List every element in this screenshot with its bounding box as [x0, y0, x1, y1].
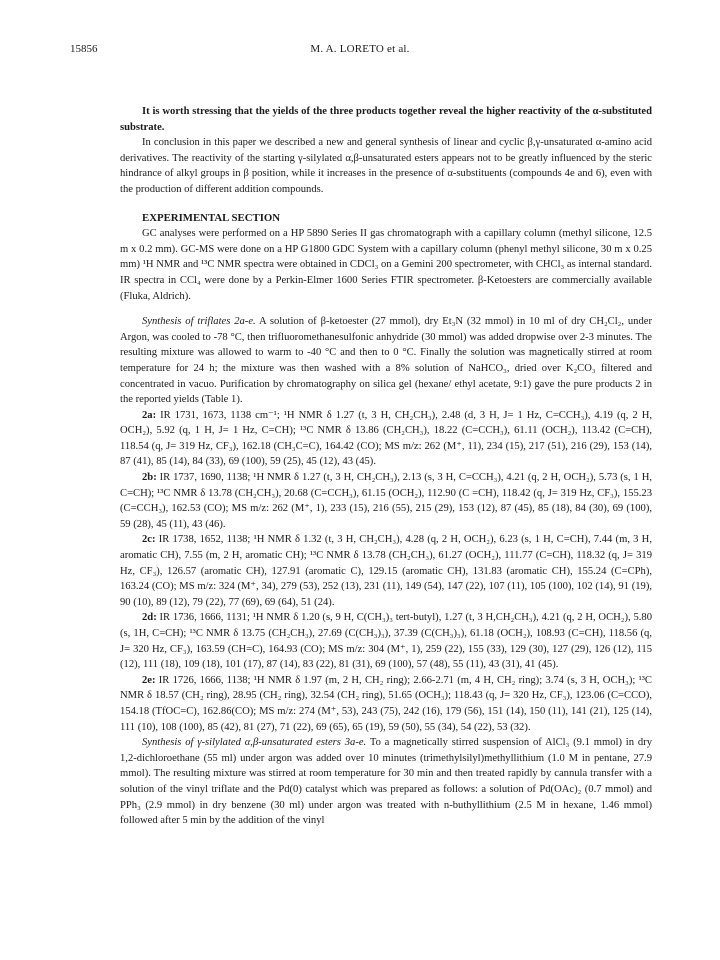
running-author: M. A. LORETO et al.: [310, 43, 410, 55]
compound-label: 2c:: [142, 534, 156, 546]
compound-paragraph-2c: [120, 532, 652, 610]
compound-label: 2e:: [142, 674, 156, 686]
compound-data: IR 1731, 1673, 1138 cm⁻¹; ¹H NMR δ 1.27 (t, 3 H, CH₂CH₃), 2.48 (d, 3 H, J= 1 Hz, C=CCH₃), 4.19 (q, 2 H, OCH₂), 5.92 (q, 1 H, J= 1 Hz, C=CH); ¹³C NMR δ 13.86 (CH₂CH₃), 18.22 (C=CCH₃), 61.11 (OCH₂), 113.42 (C=CH), 118.54 (q, J= 319 Hz, CF₃), 162.18 (CH₃C=C), 164.42 (CO); MS m/z: 262 (M⁺, 11), 234 (15), 217 (51), 216 (29), 153 (14), 87 (41), 85 (14), 84 (33), 69 (100), 59 (25), 45 (12), 43 (45).: [120, 409, 652, 468]
running-header: [70, 42, 628, 58]
compound-paragraph-2e: [120, 673, 652, 735]
triflates-heading: Synthesis of triflates 2a-e.: [142, 316, 256, 328]
intro-paragraph-1: It is worth stressing that the yields of the three products together reveal the higher reactivity of the α-substituted substrate.: [120, 106, 652, 133]
page-number: 15856: [70, 43, 98, 55]
compound-data: IR 1738, 1652, 1138; ¹H NMR δ 1.32 (t, 3 H, CH₂CH₃), 4.28 (q, 2 H, OCH₂), 6.23 (s, 1 H, C=CH), 7.44 (m, 3 H, aromatic CH), 7.55 (m, 2 H, aromatic CH); ¹³C NMR δ 13.78 (CH₂CH₃), 61.27 (OCH₂), 111.77 (C=CH), 118.32 (q, J= 319 Hz, CF₃), 126.57 (aromatic CH), 127.91 (aromatic C), 129.15 (aromatic CH), 131.83 (aromatic CH), 155.24 (C=CPh), 163.24 (CO); MS m/z: 324 (M⁺, 34), 279 (53), 252 (13), 231 (11), 149 (54), 147 (22), 107 (11), 105 (100), 102 (14), 91 (19), 90 (10), 89 (12), 79 (22), 77 (69), 69 (64), 51 (24).: [120, 534, 652, 608]
compound-paragraph-2d: [120, 610, 652, 672]
experimental-paragraph: GC analyses were performed on a HP 5890 Series II gas chromatograph with a capillary column (methyl silicone, 12.5 m x 0.2 mm). GC-MS were done on a HP G1800 GDC System with a capillary column (phenyl methyl silicone, 30 m x 0.25 mm) ¹H NMR and ¹³C NMR spectra were obtained in CDCl₃ on a Gemini 200 spectrometer, with CHCl₃ as internal standard. IR spectra in CCl₄ were done by a Perkin-Elmer 1600 Series FTIR spectrometer. β-Ketoesters are commercially available (Fluka, Aldrich).: [120, 228, 652, 302]
compound-label: 2b:: [142, 472, 157, 484]
silylated-text: To a magnetically stirred suspension of AlCl₃ (9.1 mmol) in dry 1,2-dichloroethane (55 ml) under argon was added over 10 minutes (trimethylsilyl)methyllithium (1.0 M in pentane, 27.9 mmol). The resulting mixture was stirred at room temperature for 30 min and then treated rapidly by cannula transfer with a solution of the vinyl triflate and the Pd(0) catalyst which was prepared as follows: a solution of Pd(OAc)₂ (0.7 mmol) and PPh₃ (2.9 mmol) in dry benzene (30 ml) under argon was treated with n-buthyllithium (2.5 M in hexane, 1.46 mmol) followed after 5 min by the addition of the vinyl: [120, 737, 652, 827]
compound-paragraph-2b: [120, 470, 652, 532]
intro-paragraph-2: In conclusion in this paper we described a new and general synthesis of linear and cyclic β,γ-unsaturated α-amino acid derivatives. The reactivity of the starting γ-silylated α,β-unsaturated esters appears not to be greatly influenced by the steric hindrance of alkyl groups in β position, while it increases in the presence of α-substituents (compounds 4e and 6), even with the production of different addition compounds.: [120, 137, 652, 195]
triflates-text: A solution of β-ketoester (27 mmol), dry Et₃N (32 mmol) in 10 ml of dry CH₂Cl₂, under Argon, was cooled to -78 °C, then trifluoromethanesulfonic anhydride (30 mmol) was added dropwise over 2-3 minutes. The resulting mixture was allowed to warm to -40 °C and then to 0 °C. Finally the solution was magnetically stirred at room temperature for 24 h; the mixture was then washed with a 8% solution of NaHCO₃, dried over K₂CO₃ filtered and concentrated in vacuo. Purification by chromatography on silica gel (hexane/ ethyl acetate, 9:1) gave the pure products 2 in the reported yields (Table 1).: [120, 316, 652, 406]
compound-label: 2d:: [142, 612, 157, 624]
compound-label: 2a:: [142, 409, 157, 421]
compound-data: IR 1726, 1666, 1138; ¹H NMR δ 1.97 (m, 2 H, CH₂ ring); 2.66-2.71 (m, 4 H, CH₂ ring); 3.74 (s, 3 H, OCH₃); ¹³C NMR δ 18.57 (CH₂ ring), 28.95 (CH₂ ring), 32.54 (CH₂ ring), 51.65 (OCH₃); 118.43 (q, J= 320 Hz, CF₃), 123.06 (C=CCO), 154.18 (TfOC=C), 162.86(CO); MS m/z: 274 (M⁺, 53), 243 (75), 242 (16), 179 (56), 151 (14), 150 (11), 141 (21), 125 (14), 111 (10), 108 (100), 85 (42), 81 (27), 71 (22), 69 (65), 65 (19), 59 (50), 55 (34), 54 (22), 53 (32).: [120, 674, 652, 733]
article-body: [120, 104, 652, 829]
section-heading: EXPERIMENTAL SECTION: [142, 211, 281, 224]
silylated-paragraph: [120, 735, 652, 829]
compound-paragraph-2a: [120, 408, 652, 470]
triflates-paragraph: [120, 314, 652, 408]
compound-data: IR 1736, 1666, 1131; ¹H NMR δ 1.20 (s, 9 H, C(CH₃)₃ tert-butyl), 1.27 (t, 3 H,CH₂CH₃), 4.21 (q, 2 H, OCH₂), 5.80 (s, 1H, C=CH); ¹³C NMR δ 13.75 (CH₂CH₃), 27.69 (C(CH₃)₃), 37.39 (C(CH₃)₃), 61.18 (OCH₂), 108.93 (C=CH), 118.56 (q, J= 320 Hz, CF₃), 163.59 (CH=C), 164.93 (CO); MS m/z: 304 (M⁺, 1), 259 (22), 155 (33), 129 (30), 127 (29), 126 (12), 115 (12), 111 (18), 109 (18), 101 (17), 87 (14), 83 (22), 81 (31), 69 (100), 57 (48), 55 (11), 43 (31), 41 (45).: [120, 612, 652, 671]
compound-data: IR 1737, 1690, 1138; ¹H NMR δ 1.27 (t, 3 H, CH₂CH₃), 2.13 (s, 3 H, C=CCH₃), 4.21 (q, 2 H, OCH₂), 5.73 (s, 1 H, C=CH); ¹³C NMR δ 13.78 (CH₂CH₃), 20.68 (C=CCH₃), 61.15 (OCH₂), 112.90 (C =CH), 118.42 (q, J= 319 Hz, CF₃), 155.23 (C=CCH₃), 162.53 (CO); MS m/z: 262 (M⁺, 1), 233 (15), 216 (55), 215 (29), 153 (12), 87 (45), 85 (18), 84 (30), 69 (100), 59 (28), 45 (11), 43 (46).: [120, 472, 652, 530]
silylated-heading: Synthesis of γ-silylated α,β-unsaturated esters 3a-e.: [142, 737, 367, 749]
